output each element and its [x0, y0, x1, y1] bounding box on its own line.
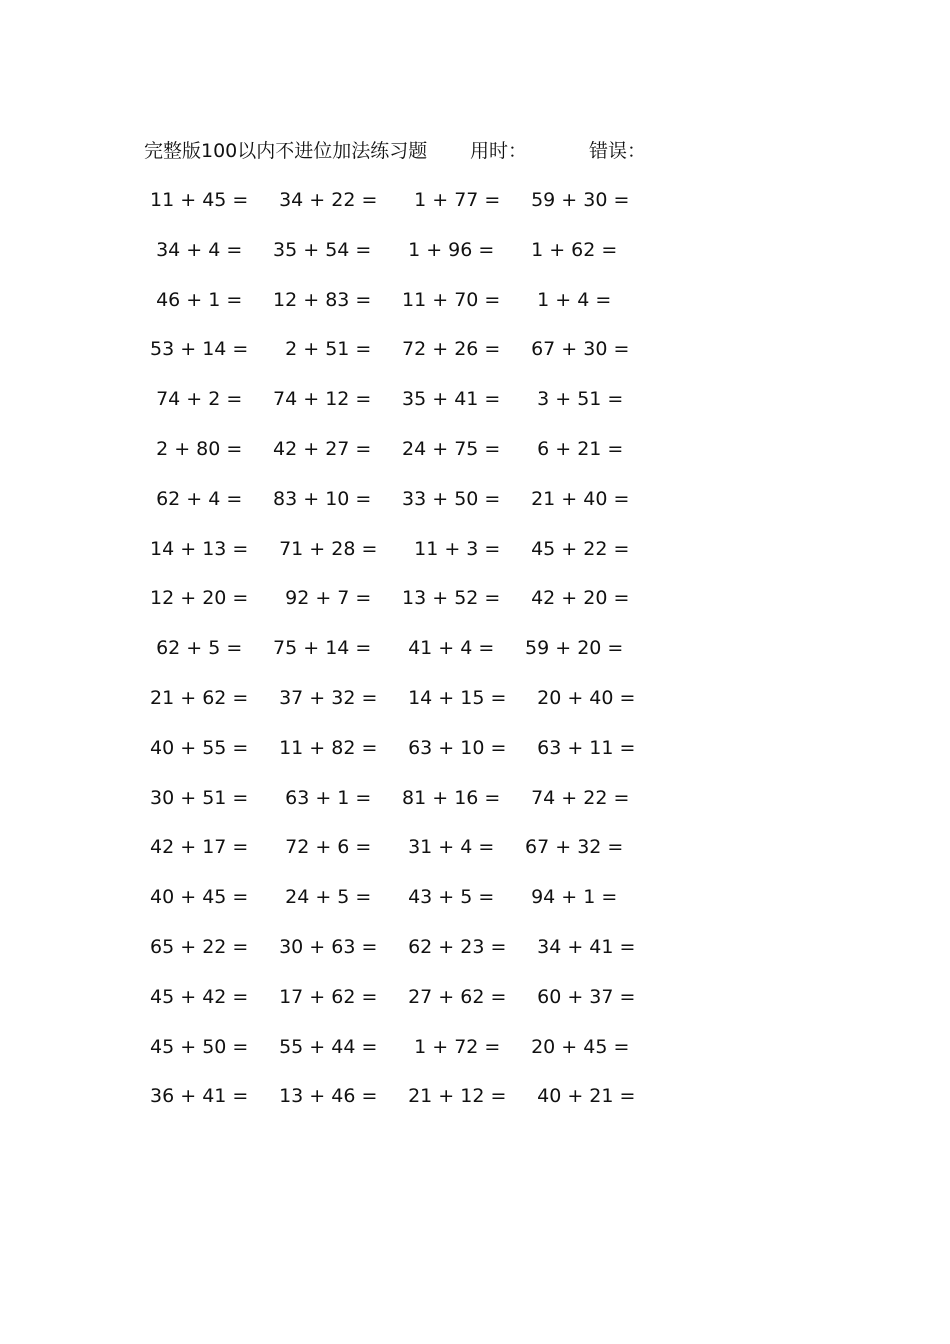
addition-problem: 55 + 44 = [267, 1035, 378, 1058]
worksheet-header [144, 137, 704, 165]
problem-row [144, 187, 664, 237]
addition-problem: 2 + 80 = [144, 437, 243, 460]
addition-problem: 65 + 22 = [144, 935, 249, 958]
time-label: 用时： [470, 140, 528, 162]
addition-problem: 74 + 12 = [267, 388, 372, 411]
addition-problem: 71 + 28 = [267, 537, 378, 560]
addition-problem: 37 + 32 = [267, 686, 378, 709]
addition-problem: 12 + 20 = [144, 587, 249, 610]
addition-problem: 34 + 4 = [144, 238, 243, 261]
addition-problem: 45 + 50 = [144, 1035, 249, 1058]
problem-row [144, 237, 664, 287]
addition-problem: 46 + 1 = [144, 288, 243, 311]
problem-row [144, 884, 664, 934]
problem-row [144, 984, 664, 1034]
problem-row [144, 436, 664, 486]
addition-problem: 20 + 45 = [519, 1035, 630, 1058]
problem-row [144, 585, 664, 635]
addition-problem: 63 + 11 = [519, 736, 636, 759]
addition-problem: 11 + 3 = [396, 537, 501, 560]
addition-problem: 13 + 46 = [267, 1085, 378, 1108]
addition-problem: 62 + 5 = [144, 637, 243, 660]
problem-row [144, 735, 664, 785]
addition-problem: 1 + 77 = [396, 189, 501, 211]
addition-problem: 63 + 10 = [396, 736, 507, 759]
problem-row [144, 785, 664, 835]
addition-problem: 40 + 45 = [144, 886, 249, 909]
addition-problem: 45 + 42 = [144, 985, 249, 1008]
addition-problem: 59 + 20 = [519, 637, 624, 660]
addition-problem: 21 + 62 = [144, 686, 249, 709]
addition-problem: 21 + 12 = [396, 1085, 507, 1108]
addition-problem: 75 + 14 = [267, 637, 372, 660]
addition-problem: 30 + 63 = [267, 935, 378, 958]
addition-problem: 11 + 45 = [144, 189, 249, 211]
addition-problem: 35 + 41 = [396, 388, 501, 411]
problem-row [144, 486, 664, 536]
addition-problem: 43 + 5 = [396, 886, 495, 909]
addition-problem: 1 + 72 = [396, 1035, 501, 1058]
addition-problem: 11 + 82 = [267, 736, 378, 759]
error-label: 错误： [589, 140, 647, 162]
addition-problem: 17 + 62 = [267, 985, 378, 1008]
addition-problem: 53 + 14 = [144, 338, 249, 361]
addition-problem: 62 + 4 = [144, 487, 243, 510]
addition-problem: 6 + 21 = [519, 437, 624, 460]
problem-row [144, 1083, 664, 1133]
addition-problem: 74 + 2 = [144, 388, 243, 411]
addition-problem: 3 + 51 = [519, 388, 624, 411]
addition-problem: 31 + 4 = [396, 836, 495, 859]
addition-problem: 42 + 17 = [144, 836, 249, 859]
problem-row [144, 685, 664, 735]
addition-problem: 20 + 40 = [519, 686, 636, 709]
problem-row [144, 635, 664, 685]
addition-problem: 30 + 51 = [144, 786, 249, 809]
addition-problem: 24 + 5 = [267, 886, 372, 909]
addition-problem: 83 + 10 = [267, 487, 372, 510]
addition-problem: 14 + 15 = [396, 686, 507, 709]
addition-problem: 12 + 83 = [267, 288, 372, 311]
addition-problem: 67 + 32 = [519, 836, 624, 859]
problem-grid [144, 187, 664, 1133]
addition-problem: 34 + 22 = [267, 189, 378, 211]
addition-problem: 11 + 70 = [396, 288, 501, 311]
addition-problem: 14 + 13 = [144, 537, 249, 560]
addition-problem: 34 + 41 = [519, 935, 636, 958]
problem-row [144, 536, 664, 586]
addition-problem: 1 + 96 = [396, 238, 495, 261]
worksheet-title: 完整版100以内不进位加法练习题 [144, 140, 428, 162]
problem-row [144, 336, 664, 386]
addition-problem: 2 + 51 = [267, 338, 372, 361]
addition-problem: 59 + 30 = [519, 189, 630, 211]
addition-problem: 1 + 4 = [519, 288, 612, 311]
addition-problem: 92 + 7 = [267, 587, 372, 610]
addition-problem: 41 + 4 = [396, 637, 495, 660]
addition-problem: 72 + 26 = [396, 338, 501, 361]
addition-problem: 36 + 41 = [144, 1085, 249, 1108]
addition-problem: 40 + 55 = [144, 736, 249, 759]
addition-problem: 72 + 6 = [267, 836, 372, 859]
addition-problem: 1 + 62 = [519, 238, 618, 261]
addition-problem: 13 + 52 = [396, 587, 501, 610]
addition-problem: 60 + 37 = [519, 985, 636, 1008]
problem-row [144, 834, 664, 884]
problem-row [144, 934, 664, 984]
addition-problem: 74 + 22 = [519, 786, 630, 809]
addition-problem: 24 + 75 = [396, 437, 501, 460]
addition-problem: 45 + 22 = [519, 537, 630, 560]
addition-problem: 35 + 54 = [267, 238, 372, 261]
problem-row [144, 287, 664, 337]
addition-problem: 63 + 1 = [267, 786, 372, 809]
addition-problem: 94 + 1 = [519, 886, 618, 909]
addition-problem: 33 + 50 = [396, 487, 501, 510]
addition-problem: 40 + 21 = [519, 1085, 636, 1108]
addition-problem: 81 + 16 = [396, 786, 501, 809]
problem-row [144, 386, 664, 436]
addition-problem: 27 + 62 = [396, 985, 507, 1008]
addition-problem: 21 + 40 = [519, 487, 630, 510]
addition-problem: 42 + 20 = [519, 587, 630, 610]
addition-problem: 67 + 30 = [519, 338, 630, 361]
addition-problem: 62 + 23 = [396, 935, 507, 958]
addition-problem: 42 + 27 = [267, 437, 372, 460]
problem-row [144, 1034, 664, 1084]
